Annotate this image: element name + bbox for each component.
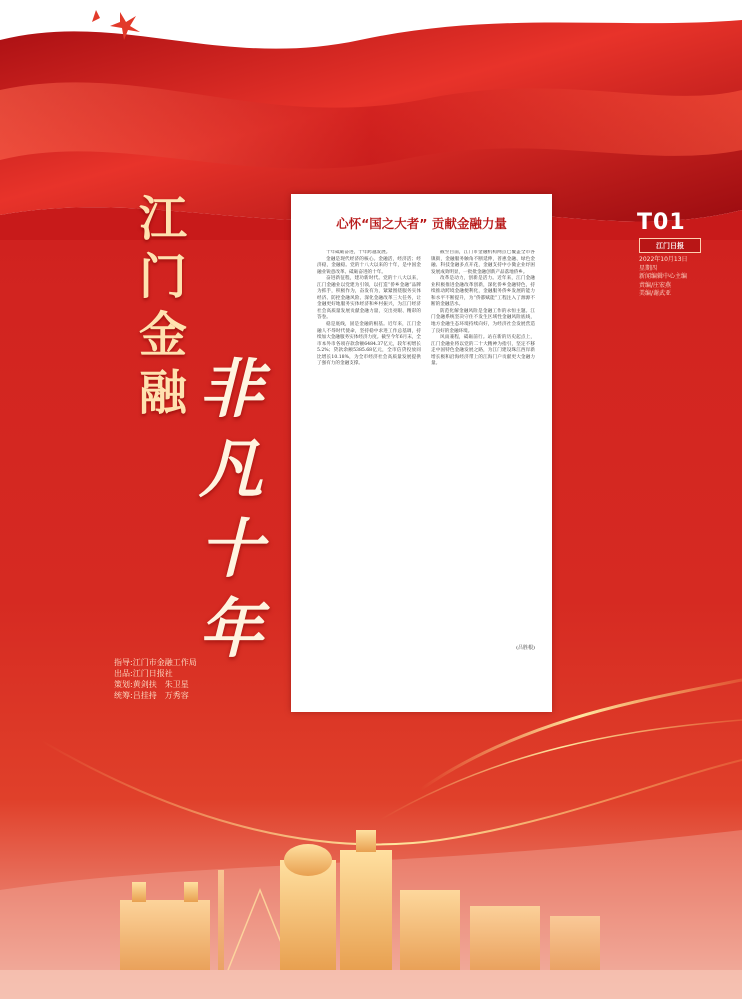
article-title: 心怀“国之大者” 贡献金融力量 xyxy=(336,216,507,231)
paragraph: 改革是动力，创新是活力。近年来，江门金融业积极推进金融改革创新，深化侨乡金融特色，持续推动跨境金融便利化，金融服务侨乡发展的能力和水平不断提升，为“侨都赋能”工程注入了源源不断的金融活水。 xyxy=(431,276,535,308)
credit-coordination: 统筹:吕挂持 万秀容 xyxy=(114,691,189,700)
article-column-right xyxy=(431,250,535,652)
newspaper-logo: 江门日报 xyxy=(639,238,701,253)
article-column-left xyxy=(317,250,421,652)
article-panel xyxy=(291,194,552,712)
page-number: T01 xyxy=(637,210,686,235)
credits-block xyxy=(114,657,234,701)
article-body xyxy=(317,250,535,652)
paragraph: 截至目前，江门市金融机构网点已覆盖全市各镇街，金融服务触角不断延伸，普惠金融、绿色金融、科技金融多点开花，金融支持中小微企业纾困发展成效明显，一批批金融创新产品落地侨乡。 xyxy=(431,250,535,275)
issue-meta xyxy=(639,256,729,299)
paragraph: 风雨兼程，砥砺前行。站在新的历史起点上，江门金融业将以党的二十大精神为指引，坚定不移走中国特色金融发展之路，为江门建设珠江西岸新增长极和沿海经济带上的江海门户贡献更大金融力量。 xyxy=(431,335,535,367)
paragraph: 稳是底线，固是金融的根基。近年来，江门金融人不辱时代使命，坚持稳中求进工作总基调，持续加大金融服务实体经济力度。截至今年6月末，全市本外币各项存款余额6484.37亿元，较年初增长5.2%；贷款余额5385.68亿元，全市信贷投放同比增长10.18%，为全市经济社会高质量发展提供了强有力的金融支撑。 xyxy=(317,322,421,367)
paragraph: 奋进新征程，建功新时代。党的十八大以来，江门金融业以党建为引领，以打造“侨乡金融”品牌为抓手，积极作为，奋发有为，紧紧围绕服务实体经济、防控金融风险、深化金融改革三大任务，让金融更好地服务实体经济和乡村振兴，为江门经济社会高质量发展贡献金融力量，交出亮眼、精彩的答卷。 xyxy=(317,276,421,321)
credit-planning: 策划:黄剑扶 朱卫星 xyxy=(114,680,189,689)
credit-producer: 出品:江门日报社 xyxy=(114,669,173,678)
masthead-title-jiangmen-finance: 江 门 金 融 xyxy=(138,191,187,421)
art-editor: 美编/谢武亚 xyxy=(639,290,672,297)
author-signature: (吕胜根) xyxy=(516,645,535,652)
chief-editor: 新闻编辑中心主编 xyxy=(639,273,688,280)
city-skyline-illustration xyxy=(0,820,742,999)
credit-guidance: 指导:江门市金融工作局 xyxy=(114,658,197,667)
masthead-title-extraordinary-decade: 非 凡 十 年 xyxy=(199,352,263,667)
issue-date: 2022年10月13日 xyxy=(639,256,688,263)
paragraph: 防范化解金融风险是金融工作的永恒主题。江门金融系统坚决守住不发生区域性金融风险底线，地方金融生态环境持续向好，为经济社会发展营造了良好的金融环境。 xyxy=(431,308,535,334)
issue-weekday: 星期四 xyxy=(639,264,658,272)
paragraph: 十年砥砺奋进，十年跨越发展。 xyxy=(326,250,391,255)
responsible-editor: 责编/庄宏燕 xyxy=(639,281,672,289)
paragraph: 金融是现代经济的核心。金融活，经济活；经济稳，金融稳。党的十八大以来的十年，是中国金融业锐意改革、砥砺奋进的十年。 xyxy=(317,256,421,275)
